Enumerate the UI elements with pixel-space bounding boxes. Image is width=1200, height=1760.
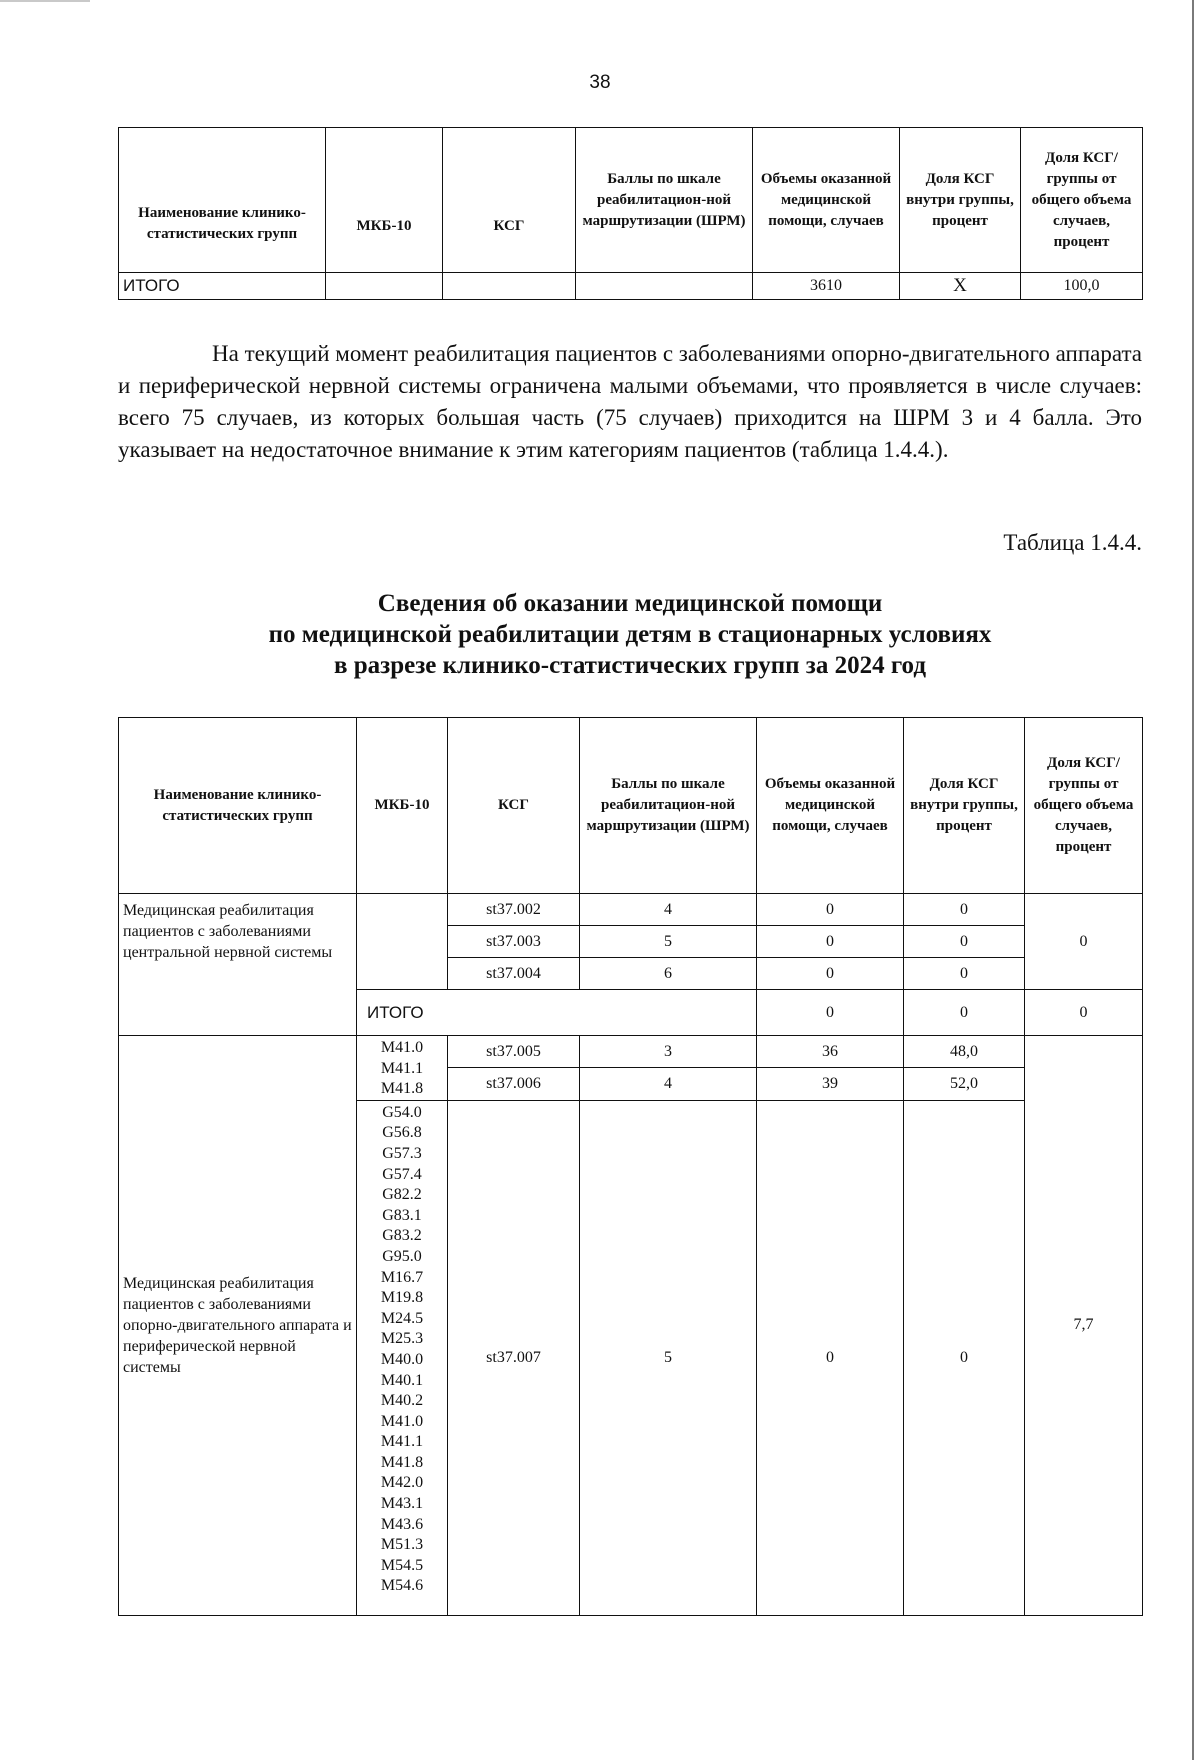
group-share-cell: 0 — [1025, 990, 1143, 1036]
table-title-line: по медицинской реабилитации детям в стационарных условиях — [268, 621, 992, 648]
icd-code: G56.8 — [382, 1124, 422, 1142]
scan-edge-line — [1192, 0, 1194, 1760]
share-cell: 0 — [904, 990, 1025, 1036]
col-header-shrm: Баллы по шкале реабилитацион-ной маршрутизации (ШРМ) — [576, 128, 753, 273]
icd-code: G57.4 — [382, 1165, 422, 1183]
volume-cell: 36 — [757, 1036, 904, 1068]
col-header-volume: Объемы оказанной медицинской помощи, случаев — [753, 128, 900, 273]
icd-code: M42.0 — [380, 1474, 424, 1492]
icd-code: M41.1 — [380, 1059, 424, 1077]
col-header-group-name: Наименование клинико-статистических групп — [119, 718, 357, 894]
body-paragraph: На текущий момент реабилитация пациентов с заболеваниями опорно-двигательного аппарата и периферической нервной системы ограничена малыми объемами, что проявляется в числе случаев: всего 75 случаев, из которых большая часть (75 случаев) приходится на ШРМ 3 и 4 балла. Это указывает на недостаточное внимание к этим категориям пациентов (таблица 1.4.4.). — [118, 341, 1142, 462]
icd-code: G54.0 — [382, 1103, 422, 1121]
volume-cell: 0 — [757, 990, 904, 1036]
shrm-cell: 3 — [580, 1036, 757, 1068]
total-overall-share: 100,0 — [1021, 273, 1143, 300]
volume-cell: 0 — [757, 1100, 904, 1615]
icd-cell — [357, 1100, 448, 1615]
ksg-cell: st37.002 — [448, 894, 580, 926]
icd-list-rest — [357, 1101, 447, 1597]
icd-code: M41.0 — [380, 1412, 424, 1430]
icd-code: M54.5 — [380, 1556, 424, 1574]
icd-code: M41.0 — [380, 1039, 424, 1056]
icd-code: M40.1 — [380, 1371, 424, 1389]
share-cell: 52,0 — [904, 1068, 1025, 1100]
share-cell: 48,0 — [904, 1036, 1025, 1068]
volume-cell: 0 — [757, 894, 904, 926]
icd-code: G82.2 — [382, 1186, 422, 1204]
icd-code: M41.8 — [380, 1453, 424, 1471]
col-header-icd: МКБ-10 — [357, 718, 448, 894]
icd-code: G83.2 — [382, 1227, 422, 1245]
share-cell: 0 — [904, 958, 1025, 990]
group-name-musculoskeletal: Медицинская реабилитация пациентов с заболеваниями опорно-двигательного аппарата и периферической нервной системы — [119, 1036, 357, 1616]
icd-code: M41.8 — [380, 1080, 424, 1098]
table-continuation — [118, 127, 1143, 300]
table-title — [118, 588, 1142, 681]
ksg-cell: st37.003 — [448, 926, 580, 958]
icd-code: M40.0 — [380, 1350, 424, 1368]
table-header-row — [119, 718, 1143, 894]
col-header-icd: МКБ-10 — [326, 128, 443, 273]
icd-code: M51.3 — [380, 1536, 424, 1554]
icd-code: M43.1 — [380, 1495, 424, 1513]
group-total-label: ИТОГО — [357, 990, 757, 1036]
share-cell: 0 — [904, 1100, 1025, 1615]
shrm-cell: 4 — [580, 1068, 757, 1100]
col-header-share: Доля КСГ внутри группы, процент — [900, 128, 1021, 273]
scan-artifact — [0, 0, 90, 2]
ksg-cell: st37.005 — [448, 1036, 580, 1068]
col-header-total-share: Доля КСГ/ группы от общего объема случаев, процент — [1021, 128, 1143, 273]
shrm-cell: 6 — [580, 958, 757, 990]
table-title-line: в разрезе клинико-статистических групп за 2024 год — [334, 652, 926, 679]
icd-code: M40.2 — [380, 1392, 424, 1410]
icd-cell — [357, 1036, 448, 1101]
total-volume: 3610 — [753, 273, 900, 300]
shrm-cell: 5 — [580, 926, 757, 958]
col-header-ksg: КСГ — [443, 128, 576, 273]
icd-list-top — [357, 1036, 447, 1100]
icd-code: M16.7 — [380, 1268, 424, 1286]
col-header-ksg: КСГ — [448, 718, 580, 894]
icd-code: G95.0 — [382, 1247, 422, 1265]
volume-cell: 0 — [757, 958, 904, 990]
table-row-total — [119, 273, 1143, 300]
ksg-cell: st37.006 — [448, 1068, 580, 1100]
table-header-row — [119, 128, 1143, 273]
icd-code: M24.5 — [380, 1309, 424, 1327]
volume-cell: 0 — [757, 926, 904, 958]
share-cell: 0 — [904, 894, 1025, 926]
page-number: 38 — [589, 72, 611, 93]
table-title-line: Сведения об оказании медицинской помощи — [377, 590, 883, 617]
icd-code: M19.8 — [380, 1289, 424, 1307]
table-1-4-4 — [118, 717, 1143, 1616]
icd-code: M41.1 — [380, 1433, 424, 1451]
icd-code: M54.6 — [380, 1577, 424, 1595]
col-header-volume: Объемы оказанной медицинской помощи, случаев — [757, 718, 904, 894]
icd-code: M43.6 — [380, 1515, 424, 1533]
ksg-cell: st37.004 — [448, 958, 580, 990]
icd-code: M25.3 — [380, 1330, 424, 1348]
table-label: Таблица 1.4.4. — [1003, 530, 1142, 555]
group-share-cell: 0 — [1025, 894, 1143, 990]
share-cell: 0 — [904, 926, 1025, 958]
group-name-cns: Медицинская реабилитация пациентов с заболеваниями центральной нервной системы — [119, 894, 357, 1036]
volume-cell: 39 — [757, 1068, 904, 1100]
col-header-total-share: Доля КСГ/ группы от общего объема случаев, процент — [1025, 718, 1143, 894]
ksg-cell: st37.007 — [448, 1100, 580, 1615]
icd-code: G57.3 — [382, 1144, 422, 1162]
col-header-group-name: Наименование клинико-статистических групп — [119, 128, 326, 273]
group-share-cell: 7,7 — [1025, 1036, 1143, 1616]
table-row — [119, 894, 1143, 926]
col-header-shrm: Баллы по шкале реабилитацион-ной маршрутизации (ШРМ) — [580, 718, 757, 894]
total-share: Х — [900, 273, 1021, 300]
total-label: ИТОГО — [119, 273, 326, 300]
col-header-share: Доля КСГ внутри группы, процент — [904, 718, 1025, 894]
shrm-cell: 4 — [580, 894, 757, 926]
shrm-cell: 5 — [580, 1100, 757, 1615]
table-row — [119, 1036, 1143, 1068]
icd-code: G83.1 — [382, 1206, 422, 1224]
